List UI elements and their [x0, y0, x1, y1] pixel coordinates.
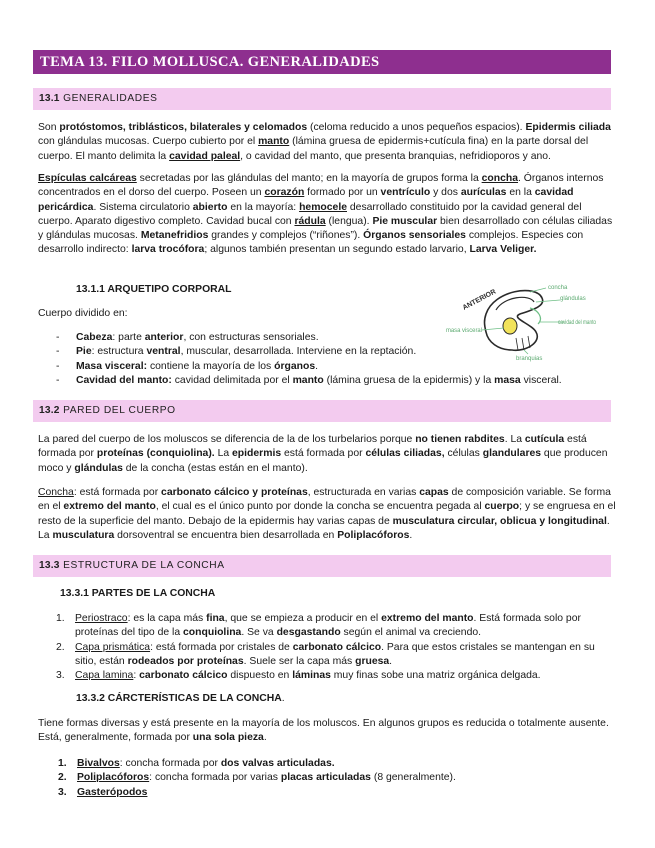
- list-item: - Cabeza: parte anterior, con estructuras sensoriales.: [56, 331, 616, 345]
- label-cavidad: cavidad del manto: [558, 320, 597, 326]
- list-item: 2. Capa prismática: está formada por cristales de carbonato cálcico. Para que estos cristales se mantengan en su sitio, están rodeados por proteínas. Suele ser la capa más gruesa.: [56, 641, 595, 667]
- concha-pointer: [530, 288, 546, 292]
- list-item: - Cavidad del manto: cavidad delimitada por el manto (lámina gruesa de la epidermis) y la masa visceral.: [56, 374, 616, 388]
- label-branquias: branquias: [516, 356, 543, 362]
- label-glandulas: glándulas: [560, 296, 586, 302]
- subsection-title-arquetipo: 13.1.1 ARQUETIPO CORPORAL: [76, 284, 232, 295]
- list-item: 2. Poliplacóforos: concha formada por varias placas articuladas (8 generalmente).: [58, 772, 456, 784]
- list-item: 3. Gasterópodos: [58, 786, 148, 798]
- list-item: - Masa visceral: contiene la mayoría de los órganos.: [56, 360, 616, 374]
- list-item: - Pie: estructura ventral, muscular, desarrollada. Interviene en la reptación.: [56, 345, 616, 359]
- paragraph-pared-2: Concha: está formada por carbonato cálcico y proteínas, estructurada en varias capas de composición variable. Se forma en el extremo del manto, el cual es el único punto por donde la concha se encuentra pegada al cuerpo; y se engruesa en el resto de la superficie del manto. Debajo de la epidermis hay varias capas de musculatura circular, oblicua y longitudinal. La musculatura dorsoventral se encuentra bien desarrollada en Poliplacóforos.: [38, 487, 616, 541]
- section-number: 13.1: [39, 93, 60, 104]
- label-anterior: ANTERIOR: [461, 288, 498, 312]
- shell-layers-list: [56, 612, 616, 683]
- branquias-pointer: [524, 350, 528, 354]
- list-item: 1. Periostraco: es la capa más fina, que se empieza a producir en el extremo del manto. Está formada solo por proteínas del tipo de la conquiolina. Se va desgastando según el animal va creciendo.: [56, 613, 581, 639]
- section-header-13-2: [33, 400, 611, 422]
- page-title: TEMA 13. FILO MOLLUSCA. GENERALIDADES: [40, 54, 380, 70]
- glandulas-pointer: [536, 300, 560, 302]
- mollusc-archetype-diagram: [446, 280, 596, 362]
- body-intro: Cuerpo dividido en:: [38, 308, 128, 319]
- section-number: 13.2: [39, 405, 60, 416]
- subsection-title-partes: 13.3.1 PARTES DE LA CONCHA: [60, 588, 216, 599]
- section-name: ESTRUCTURA DE LA CONCHA: [63, 560, 225, 571]
- subsection-title-caracteristicas: 13.3.2 CÁRCTERÍSTICAS DE LA CONCHA.: [76, 693, 285, 704]
- paragraph-caracteristicas: Tiene formas diversas y está presente en la mayoría de los moluscos. En algunos grupos es reducida o totalmente ausente. Está, generalmente, formada por una sola pieza.: [38, 718, 609, 744]
- paragraph-pared-1: La pared del cuerpo de los moluscos se diferencia de la de los turbelarios porque no tienen rabdites. La cutícula está formada por proteínas (conquiolina). La epidermis está formada por células ciliadas, células glandulares que producen moco y glándulas de la concha (estas están en el manto).: [38, 434, 608, 474]
- paragraph-generalidades-2: Espículas calcáreas secretadas por las glándulas del manto; en la mayoría de grupos forma la concha. Órganos internos concentrados en el dorso del cuerpo. Poseen un corazón formado por un ventrículo y dos aurículas en la cavidad pericárdica. Sistema circulatorio abierto en la mayoría: hemocele desarrollado constituido por la cavidad general del cuerpo. Aparato digestivo completo. Cavidad bucal con rádula (lengua). Pie muscular bien desarrollado con células ciliadas y glándulas mucosas. Metanefridios grandes y complejos (“riñones”). Órganos sensoriales complejos. Especies con desarrollo indirecto: larva trocófora; algunos también presentan un segundo estado larvario, Larva Veliger.: [38, 173, 613, 256]
- section-header-13-1: [33, 88, 611, 110]
- list-item: 1. Bivalvos: concha formada por dos valvas articuladas.: [58, 758, 335, 769]
- label-masa: masa visceral: [446, 328, 482, 334]
- title-bar: [33, 50, 611, 74]
- label-concha: concha: [548, 285, 568, 291]
- section-name: GENERALIDADES: [63, 93, 158, 104]
- section-name: PARED DEL CUERPO: [63, 405, 176, 416]
- paragraph-generalidades-1: Son protóstomos, triblásticos, bilaterales y celomados (celoma reducido a unos pequeños espacios). Epidermis ciliada con glándulas mucosas. Cuerpo cubierto por el manto (lámina gruesa de epidermis+cutícula fina) en la parte dorsal del cuerpo. El manto delimita la cavidad paleal, o cavidad del manto, que presenta branquias, nefridioporos y ano.: [38, 122, 611, 162]
- list-item: 3. Capa lamina: carbonato cálcico dispuesto en láminas muy finas sobe una matriz orgánica delgada.: [56, 670, 541, 682]
- section-header-13-3: [33, 555, 611, 577]
- mollusc-groups-list: [58, 757, 618, 800]
- section-number: 13.3: [39, 560, 60, 571]
- mantle-line: [496, 297, 534, 310]
- visceral-mass-shape: [503, 318, 517, 334]
